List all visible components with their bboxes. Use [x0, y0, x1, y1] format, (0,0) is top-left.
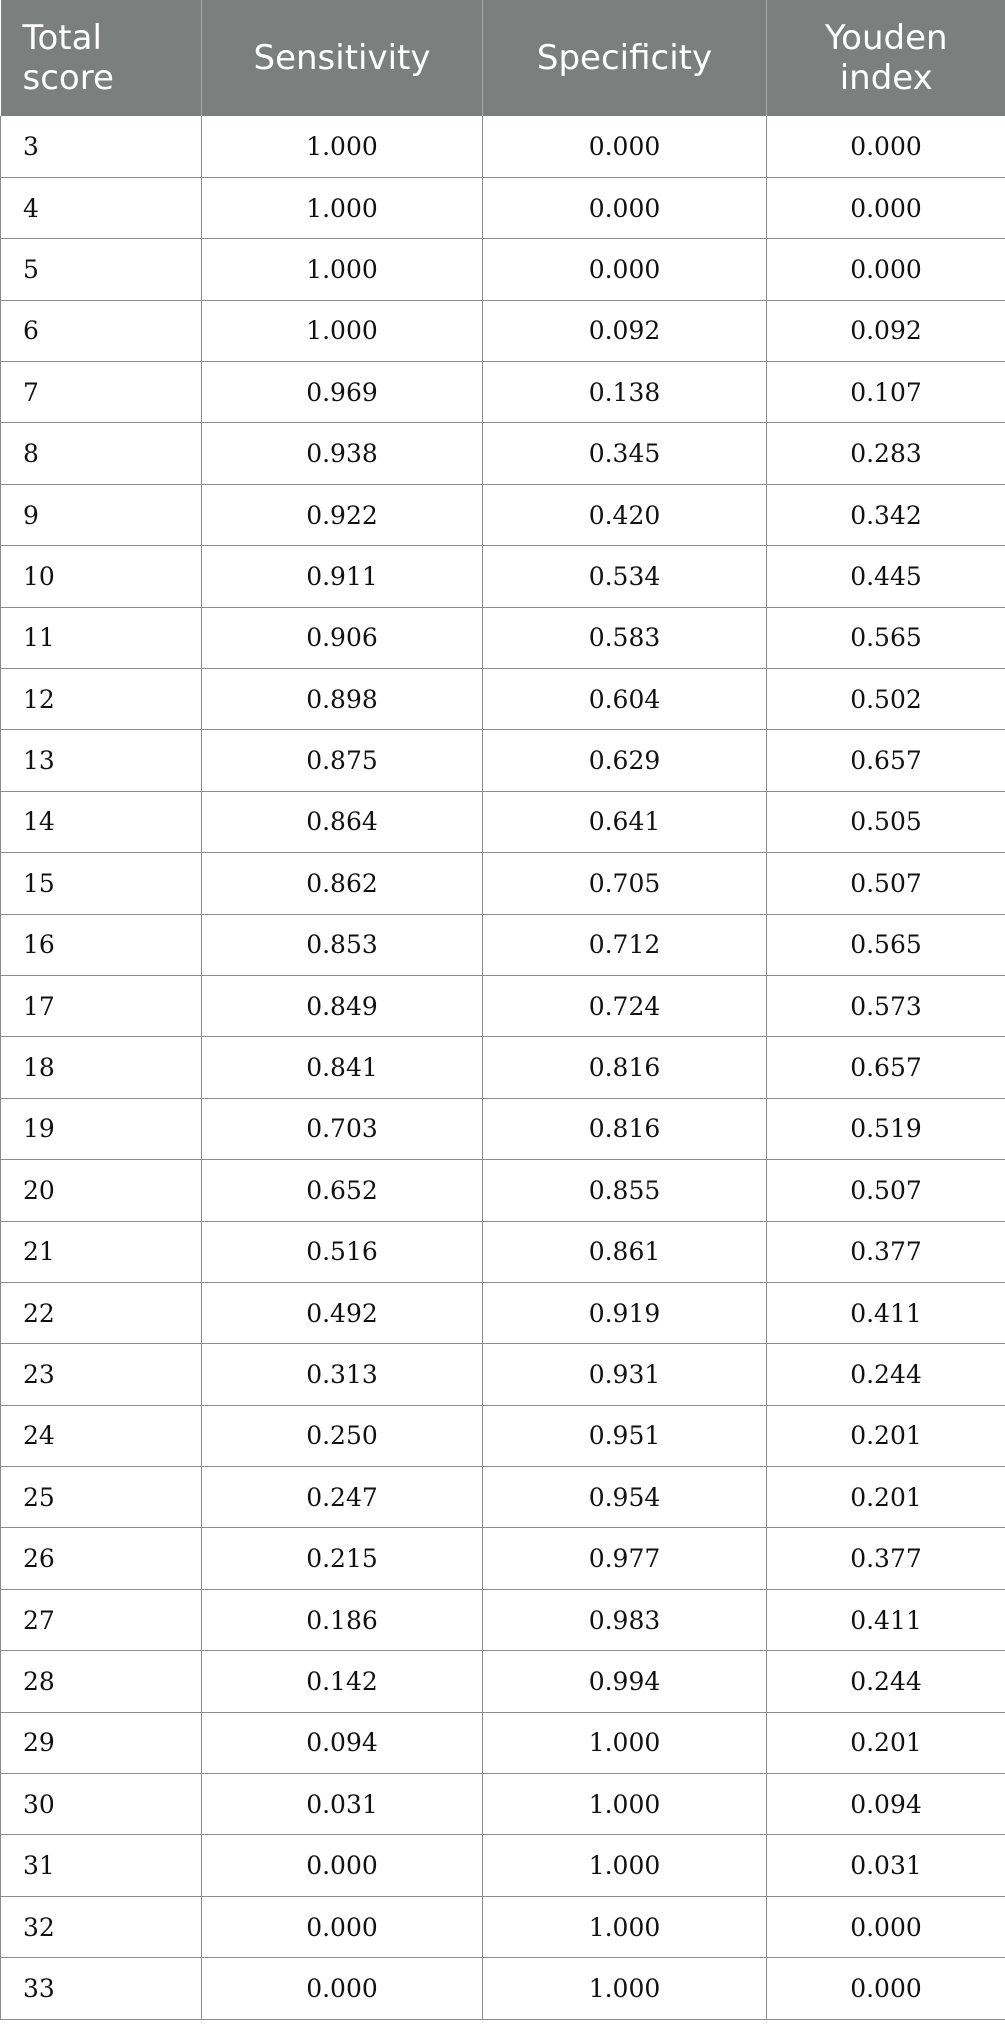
youden-index-cell: 0.342 [767, 484, 1005, 545]
total-score-cell: 6 [1, 300, 202, 361]
specificity-cell: 0.951 [483, 1405, 767, 1466]
youden-index-cell: 0.107 [767, 362, 1005, 423]
youden-index-cell: 0.201 [767, 1405, 1005, 1466]
youden-index-cell: 0.092 [767, 300, 1005, 361]
table-row [1, 116, 1005, 177]
total-score-cell: 29 [1, 1712, 202, 1773]
table-row [1, 1651, 1005, 1712]
sensitivity-cell: 0.247 [202, 1467, 483, 1528]
total-score-cell: 20 [1, 1160, 202, 1221]
table-row [1, 975, 1005, 1036]
specificity-cell: 0.629 [483, 730, 767, 791]
table-row [1, 1712, 1005, 1773]
sensitivity-cell: 0.906 [202, 607, 483, 668]
total-score-cell: 23 [1, 1344, 202, 1405]
specificity-cell: 0.919 [483, 1282, 767, 1343]
total-score-cell: 13 [1, 730, 202, 791]
table-row [1, 1774, 1005, 1835]
total-score-cell: 25 [1, 1467, 202, 1528]
youden-index-cell: 0.657 [767, 730, 1005, 791]
table-row [1, 607, 1005, 668]
table-header [1, 0, 1005, 116]
total-score-cell: 27 [1, 1589, 202, 1650]
total-score-cell: 12 [1, 669, 202, 730]
table-row [1, 300, 1005, 361]
specificity-cell: 0.583 [483, 607, 767, 668]
header-specificity: Specificity [483, 0, 767, 116]
youden-index-cell: 0.565 [767, 914, 1005, 975]
specificity-cell: 0.641 [483, 791, 767, 852]
specificity-cell: 0.931 [483, 1344, 767, 1405]
youden-index-cell: 0.000 [767, 116, 1005, 177]
total-score-cell: 19 [1, 1098, 202, 1159]
sensitivity-cell: 0.313 [202, 1344, 483, 1405]
youden-index-cell: 0.445 [767, 546, 1005, 607]
specificity-cell: 0.420 [483, 484, 767, 545]
sensitivity-cell: 1.000 [202, 177, 483, 238]
sensitivity-cell: 0.250 [202, 1405, 483, 1466]
total-score-cell: 24 [1, 1405, 202, 1466]
total-score-cell: 14 [1, 791, 202, 852]
header-sensitivity: Sensitivity [202, 0, 483, 116]
total-score-cell: 7 [1, 362, 202, 423]
youden-index-cell: 0.377 [767, 1528, 1005, 1589]
table-row [1, 239, 1005, 300]
table-row [1, 546, 1005, 607]
header-row [1, 0, 1005, 116]
total-score-cell: 30 [1, 1774, 202, 1835]
total-score-cell: 21 [1, 1221, 202, 1282]
specificity-cell: 0.861 [483, 1221, 767, 1282]
sensitivity-cell: 1.000 [202, 116, 483, 177]
total-score-cell: 17 [1, 975, 202, 1036]
specificity-cell: 0.994 [483, 1651, 767, 1712]
youden-index-cell: 0.519 [767, 1098, 1005, 1159]
sensitivity-cell: 0.922 [202, 484, 483, 545]
sensitivity-cell: 1.000 [202, 239, 483, 300]
youden-index-cell: 0.283 [767, 423, 1005, 484]
youden-index-cell: 0.377 [767, 1221, 1005, 1282]
specificity-cell: 0.712 [483, 914, 767, 975]
sensitivity-cell: 0.864 [202, 791, 483, 852]
table-row [1, 1221, 1005, 1282]
sensitivity-cell: 0.652 [202, 1160, 483, 1221]
table-row [1, 1344, 1005, 1405]
table-row [1, 1098, 1005, 1159]
total-score-cell: 22 [1, 1282, 202, 1343]
youden-index-cell: 0.000 [767, 1896, 1005, 1957]
total-score-cell: 8 [1, 423, 202, 484]
table-row [1, 914, 1005, 975]
table-row [1, 423, 1005, 484]
table-row [1, 1405, 1005, 1466]
sensitivity-cell: 0.000 [202, 1958, 483, 2019]
table-row [1, 1037, 1005, 1098]
sensitivity-cell: 0.875 [202, 730, 483, 791]
table-row [1, 484, 1005, 545]
specificity-cell: 1.000 [483, 1712, 767, 1773]
youden-index-cell: 0.565 [767, 607, 1005, 668]
total-score-cell: 26 [1, 1528, 202, 1589]
sensitivity-cell: 0.516 [202, 1221, 483, 1282]
specificity-cell: 0.138 [483, 362, 767, 423]
youden-index-cell: 0.507 [767, 1160, 1005, 1221]
table-row [1, 362, 1005, 423]
sensitivity-cell: 0.094 [202, 1712, 483, 1773]
sensitivity-cell: 0.215 [202, 1528, 483, 1589]
youden-index-cell: 0.507 [767, 853, 1005, 914]
specificity-cell: 0.816 [483, 1037, 767, 1098]
total-score-cell: 15 [1, 853, 202, 914]
sensitivity-cell: 0.862 [202, 853, 483, 914]
specificity-cell: 0.724 [483, 975, 767, 1036]
sensitivity-cell: 0.853 [202, 914, 483, 975]
youden-index-cell: 0.000 [767, 239, 1005, 300]
youden-index-cell: 0.244 [767, 1651, 1005, 1712]
total-score-cell: 32 [1, 1896, 202, 1957]
specificity-cell: 0.092 [483, 300, 767, 361]
table-row [1, 1160, 1005, 1221]
specificity-cell: 1.000 [483, 1835, 767, 1896]
youden-index-cell: 0.502 [767, 669, 1005, 730]
youden-index-cell: 0.573 [767, 975, 1005, 1036]
youden-index-cell: 0.031 [767, 1835, 1005, 1896]
youden-index-cell: 0.657 [767, 1037, 1005, 1098]
sensitivity-cell: 0.849 [202, 975, 483, 1036]
sensitivity-cell: 0.841 [202, 1037, 483, 1098]
youden-index-cell: 0.201 [767, 1712, 1005, 1773]
specificity-cell: 0.816 [483, 1098, 767, 1159]
total-score-cell: 33 [1, 1958, 202, 2019]
table-row [1, 853, 1005, 914]
youden-index-cell: 0.411 [767, 1282, 1005, 1343]
specificity-cell: 0.000 [483, 177, 767, 238]
header-total-score: Total score [1, 0, 202, 116]
specificity-cell: 0.000 [483, 116, 767, 177]
total-score-cell: 16 [1, 914, 202, 975]
specificity-cell: 1.000 [483, 1774, 767, 1835]
sensitivity-cell: 0.031 [202, 1774, 483, 1835]
sensitivity-cell: 0.703 [202, 1098, 483, 1159]
table-row [1, 1835, 1005, 1896]
specificity-cell: 0.983 [483, 1589, 767, 1650]
table-row [1, 1958, 1005, 2019]
specificity-cell: 0.000 [483, 239, 767, 300]
total-score-cell: 5 [1, 239, 202, 300]
sensitivity-cell: 0.000 [202, 1835, 483, 1896]
table-row [1, 791, 1005, 852]
total-score-cell: 18 [1, 1037, 202, 1098]
table-row [1, 177, 1005, 238]
table-row [1, 1589, 1005, 1650]
specificity-cell: 0.954 [483, 1467, 767, 1528]
total-score-cell: 10 [1, 546, 202, 607]
sensitivity-cell: 1.000 [202, 300, 483, 361]
total-score-cell: 4 [1, 177, 202, 238]
sensitivity-cell: 0.898 [202, 669, 483, 730]
specificity-cell: 1.000 [483, 1958, 767, 2019]
table-row [1, 730, 1005, 791]
sensitivity-cell: 0.142 [202, 1651, 483, 1712]
youden-index-cell: 0.505 [767, 791, 1005, 852]
table-row [1, 1467, 1005, 1528]
specificity-cell: 0.855 [483, 1160, 767, 1221]
youden-index-cell: 0.094 [767, 1774, 1005, 1835]
youden-index-cell: 0.244 [767, 1344, 1005, 1405]
table-body [1, 116, 1005, 2019]
table-row [1, 1896, 1005, 1957]
sensitivity-cell: 0.186 [202, 1589, 483, 1650]
specificity-cell: 0.604 [483, 669, 767, 730]
specificity-cell: 0.534 [483, 546, 767, 607]
table-row [1, 1282, 1005, 1343]
total-score-cell: 9 [1, 484, 202, 545]
table-row [1, 669, 1005, 730]
sensitivity-cell: 0.938 [202, 423, 483, 484]
specificity-cell: 1.000 [483, 1896, 767, 1957]
total-score-cell: 11 [1, 607, 202, 668]
sensitivity-cell: 0.969 [202, 362, 483, 423]
total-score-cell: 31 [1, 1835, 202, 1896]
header-youden-index: Youden index [767, 0, 1005, 116]
specificity-cell: 0.345 [483, 423, 767, 484]
specificity-cell: 0.705 [483, 853, 767, 914]
youden-index-cell: 0.411 [767, 1589, 1005, 1650]
table-row [1, 1528, 1005, 1589]
sensitivity-cell: 0.911 [202, 546, 483, 607]
sensitivity-cell: 0.492 [202, 1282, 483, 1343]
total-score-cell: 3 [1, 116, 202, 177]
sensitivity-cell: 0.000 [202, 1896, 483, 1957]
total-score-cell: 28 [1, 1651, 202, 1712]
youden-index-cell: 0.000 [767, 1958, 1005, 2019]
youden-index-cell: 0.201 [767, 1467, 1005, 1528]
specificity-cell: 0.977 [483, 1528, 767, 1589]
youden-index-cell: 0.000 [767, 177, 1005, 238]
